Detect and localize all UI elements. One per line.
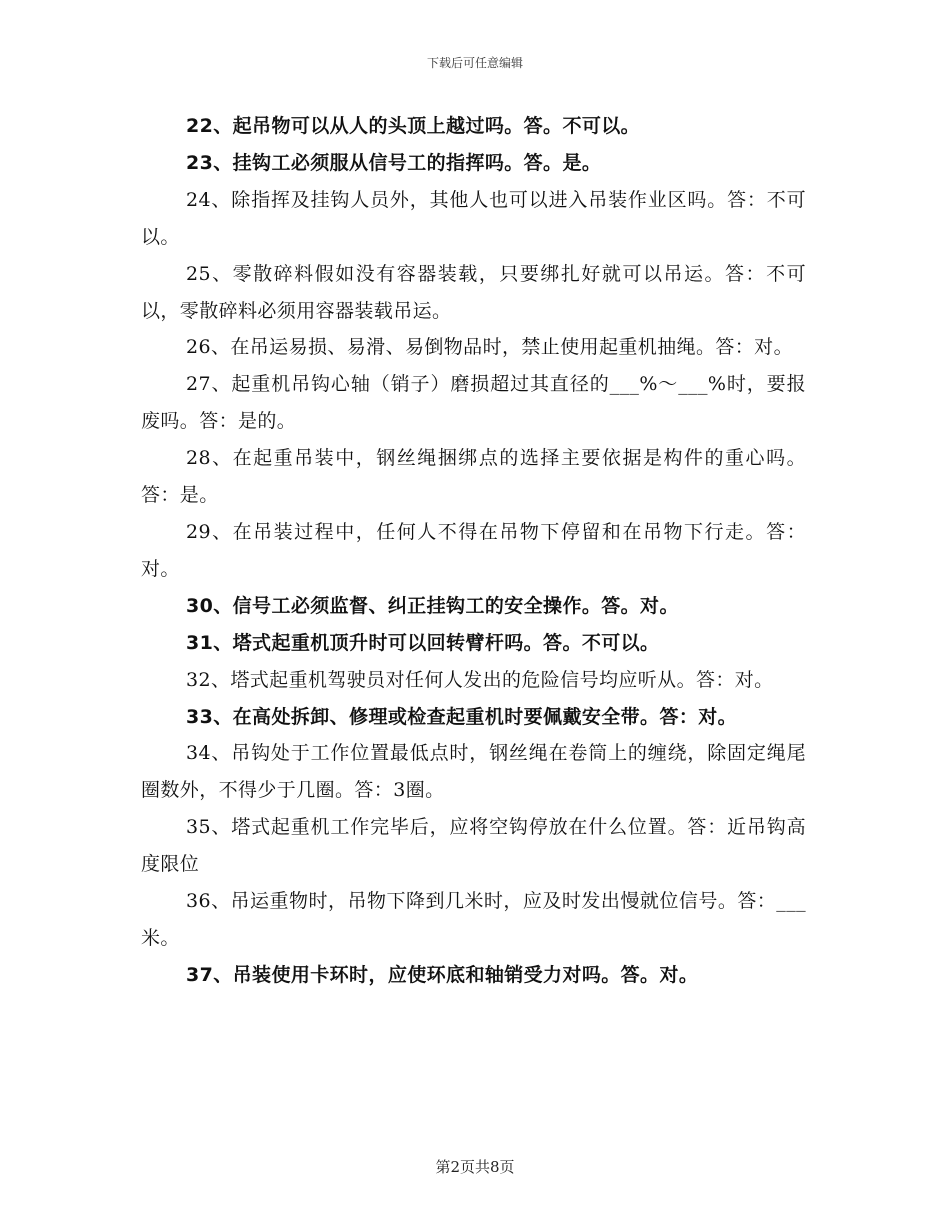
question-31: 31、塔式起重机顶升时可以回转臂杆吗。答。不可以。	[186, 631, 660, 654]
question-27: 27、起重机吊钩心轴（销子）磨损超过其直径的___%～___%时，要报废吗。答：是的。	[141, 373, 806, 433]
question-23: 23、挂钩工必须服从信号工的指挥吗。答。是。	[186, 151, 602, 174]
question-37: 37、吊装使用卡环时，应使环底和轴销受力对吗。答。对。	[186, 963, 699, 986]
page-footer: 第2页共8页	[435, 1158, 515, 1176]
question-28: 28、在起重吊装中，钢丝绳捆绑点的选择主要依据是构件的重心吗。答：是。	[141, 447, 806, 507]
question-36: 36、吊运重物时，吊物下降到几米时，应及时发出慢就位信号。答：___米。	[141, 890, 806, 949]
question-22: 22、起吊物可以从人的头顶上越过吗。答。不可以。	[186, 115, 641, 137]
question-25: 25、零散碎料假如没有容器装载，只要绑扎好就可以吊运。答：不可以，零散碎料必须用容器装载吊运。	[141, 262, 806, 322]
question-29: 29、在吊装过程中，任何人不得在吊物下停留和在吊物下行走。答：对。	[141, 520, 806, 580]
question-32: 32、塔式起重机驾驶员对任何人发出的危险信号均应听从。答：对。	[186, 668, 774, 691]
question-24: 24、除指挥及挂钩人员外，其他人也可以进入吊装作业区吗。答：不可以。	[141, 188, 806, 248]
question-list	[141, 108, 806, 994]
question-34: 34、吊钩处于工作位置最低点时，钢丝绳在卷筒上的缠绕，除固定绳尾圈数外，不得少于几圈。答：3圈。	[141, 742, 806, 802]
question-33: 33、在高处拆卸、修理或检查起重机时要佩戴安全带。答：对。	[186, 705, 738, 728]
page-header: 下载后可任意编辑	[426, 56, 523, 70]
question-26: 26、在吊运易损、易滑、易倒物品时，禁止使用起重机抽绳。答：对。	[186, 336, 793, 359]
question-35: 35、塔式起重机工作完毕后，应将空钩停放在什么位置。答：近吊钩高度限位	[141, 816, 806, 876]
question-30: 30、信号工必须监督、纠正挂钩工的安全操作。答。对。	[186, 594, 679, 617]
